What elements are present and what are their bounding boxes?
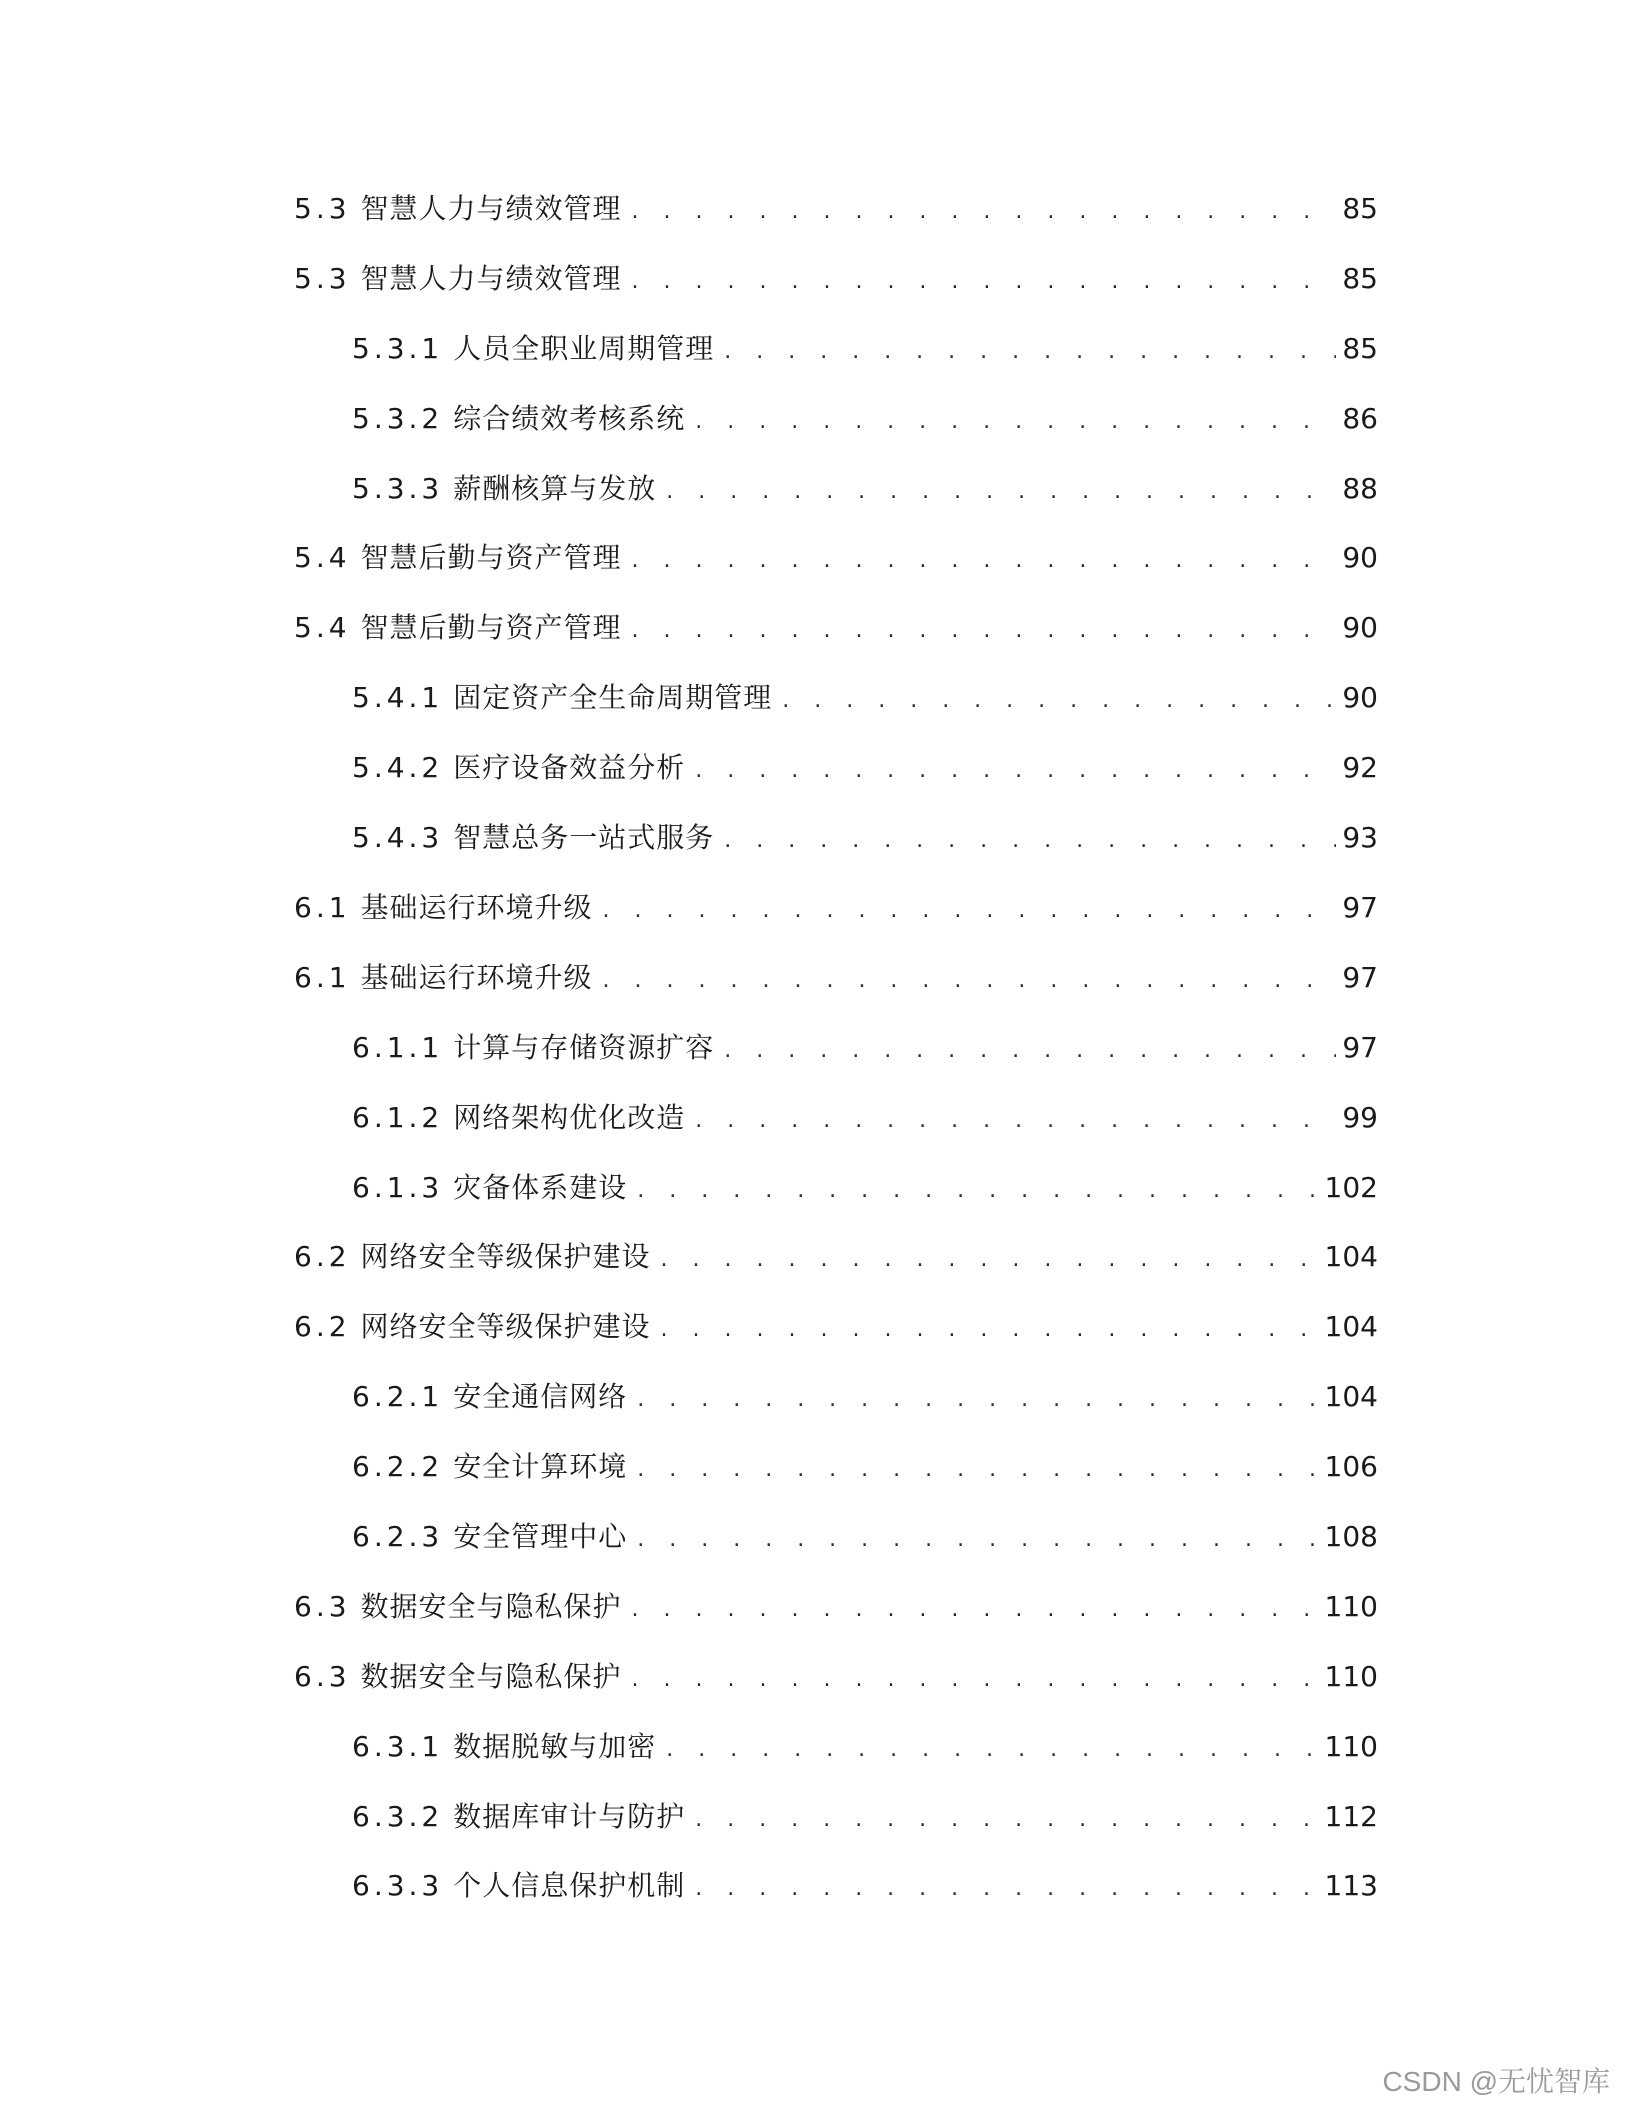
toc-entry[interactable]: [294, 259, 1378, 299]
page-number: 110: [1324, 1590, 1378, 1623]
section-title: 网络安全等级保护建设: [360, 1310, 651, 1343]
section-title: 综合绩效考核系统: [453, 402, 686, 435]
toc-entry[interactable]: [352, 1727, 1378, 1767]
section-number: 5.4.2: [352, 751, 444, 784]
section-title: 灾备体系建设: [453, 1171, 628, 1204]
page-number: 85: [1342, 332, 1378, 365]
page-number: 99: [1342, 1101, 1378, 1134]
dot-leader: [637, 1520, 1318, 1557]
toc-entry[interactable]: [352, 469, 1378, 509]
page-number: 112: [1324, 1800, 1378, 1833]
dot-leader: [695, 1869, 1318, 1906]
section-title: 基础运行环境升级: [360, 961, 593, 994]
toc-entry[interactable]: [352, 748, 1378, 788]
page-number: 85: [1342, 192, 1378, 225]
dot-leader: [695, 402, 1336, 439]
dot-leader: [632, 541, 1337, 578]
watermark: CSDN @无忧智库: [1382, 2066, 1610, 2097]
page-number: 90: [1342, 611, 1378, 644]
section-number: 5.3: [294, 262, 351, 295]
toc-entry[interactable]: [352, 1797, 1378, 1837]
section-number: 6.3.1: [352, 1730, 444, 1763]
page-number: 104: [1324, 1240, 1378, 1273]
section-title: 安全通信网络: [453, 1380, 628, 1413]
section-title: 薪酬核算与发放: [453, 472, 657, 505]
section-title: 数据脱敏与加密: [453, 1730, 657, 1763]
section-number: 6.1.2: [352, 1101, 444, 1134]
toc-entry[interactable]: [352, 1028, 1378, 1068]
section-number: 6.2.1: [352, 1380, 444, 1413]
page-number: 110: [1324, 1730, 1378, 1763]
page-number: 97: [1342, 961, 1378, 994]
section-number: 6.1: [294, 961, 351, 994]
dot-leader: [724, 1031, 1336, 1068]
dot-leader: [603, 891, 1337, 928]
dot-leader: [637, 1450, 1318, 1487]
dot-leader: [782, 681, 1336, 718]
section-title: 人员全职业周期管理: [453, 332, 715, 365]
section-title: 数据安全与隐私保护: [360, 1590, 622, 1623]
section-title: 数据库审计与防护: [453, 1800, 686, 1833]
section-number: 6.3.2: [352, 1800, 444, 1833]
section-title: 智慧人力与绩效管理: [360, 192, 622, 225]
page-number: 88: [1342, 472, 1378, 505]
section-title: 网络架构优化改造: [453, 1101, 686, 1134]
section-title: 数据安全与隐私保护: [360, 1660, 622, 1693]
section-number: 5.4.3: [352, 821, 444, 854]
toc-entry[interactable]: [352, 1168, 1378, 1208]
toc-entry[interactable]: [352, 1517, 1378, 1557]
dot-leader: [632, 611, 1337, 648]
toc-entry[interactable]: [294, 608, 1378, 648]
section-title: 网络安全等级保护建设: [360, 1240, 651, 1273]
section-title: 个人信息保护机制: [453, 1869, 686, 1902]
dot-leader: [632, 262, 1337, 299]
section-title: 计算与存储资源扩容: [453, 1031, 715, 1064]
toc-entry[interactable]: [352, 1447, 1378, 1487]
dot-leader: [695, 751, 1336, 788]
section-title: 智慧人力与绩效管理: [360, 262, 622, 295]
section-number: 6.3: [294, 1590, 351, 1623]
dot-leader: [632, 192, 1337, 229]
page-number: 97: [1342, 1031, 1378, 1064]
section-number: 6.2: [294, 1240, 351, 1273]
toc-entry[interactable]: [294, 1587, 1378, 1627]
section-number: 6.3.3: [352, 1869, 444, 1902]
section-number: 5.3.3: [352, 472, 444, 505]
dot-leader: [661, 1240, 1319, 1277]
section-number: 5.3.2: [352, 402, 444, 435]
section-title: 智慧总务一站式服务: [453, 821, 715, 854]
toc-entry[interactable]: [352, 329, 1378, 369]
toc-entry[interactable]: [294, 1237, 1378, 1277]
section-number: 6.3: [294, 1660, 351, 1693]
toc-entry[interactable]: [352, 1377, 1378, 1417]
toc-entry[interactable]: [352, 399, 1378, 439]
section-title: 固定资产全生命周期管理: [453, 681, 773, 714]
toc-entry[interactable]: [294, 888, 1378, 928]
section-number: 5.3: [294, 192, 351, 225]
page-number: 93: [1342, 821, 1378, 854]
page-number: 97: [1342, 891, 1378, 924]
toc-entry[interactable]: [294, 1307, 1378, 1347]
section-number: 6.1: [294, 891, 351, 924]
page-number: 86: [1342, 402, 1378, 435]
section-title: 基础运行环境升级: [360, 891, 593, 924]
toc-entry[interactable]: [294, 958, 1378, 998]
section-title: 医疗设备效益分析: [453, 751, 686, 784]
page-number: 108: [1324, 1520, 1378, 1553]
page-number: 90: [1342, 681, 1378, 714]
page-number: 104: [1324, 1380, 1378, 1413]
toc-entry[interactable]: [352, 1866, 1378, 1906]
section-number: 6.1.3: [352, 1171, 444, 1204]
page-number: 92: [1342, 751, 1378, 784]
dot-leader: [724, 332, 1336, 369]
section-title: 安全计算环境: [453, 1450, 628, 1483]
page-number: 106: [1324, 1450, 1378, 1483]
section-title: 安全管理中心: [453, 1520, 628, 1553]
dot-leader: [695, 1800, 1318, 1837]
page-number: 113: [1324, 1869, 1378, 1902]
section-number: 5.4: [294, 541, 351, 574]
toc-entry[interactable]: [294, 1657, 1378, 1697]
dot-leader: [666, 1730, 1318, 1767]
dot-leader: [603, 961, 1337, 998]
section-number: 6.2.2: [352, 1450, 444, 1483]
toc-entry[interactable]: [294, 189, 1378, 229]
section-number: 6.2: [294, 1310, 351, 1343]
section-number: 5.4: [294, 611, 351, 644]
section-number: 5.4.1: [352, 681, 444, 714]
dot-leader: [637, 1171, 1318, 1208]
section-number: 5.3.1: [352, 332, 444, 365]
toc-entry[interactable]: [352, 1098, 1378, 1138]
dot-leader: [666, 472, 1336, 509]
section-number: 6.2.3: [352, 1520, 444, 1553]
section-title: 智慧后勤与资产管理: [360, 611, 622, 644]
dot-leader: [724, 821, 1336, 858]
toc-entry[interactable]: [352, 818, 1378, 858]
dot-leader: [695, 1101, 1336, 1138]
dot-leader: [637, 1380, 1318, 1417]
section-title: 智慧后勤与资产管理: [360, 541, 622, 574]
page-number: 102: [1324, 1171, 1378, 1204]
page-number: 85: [1342, 262, 1378, 295]
page-number: 110: [1324, 1660, 1378, 1693]
dot-leader: [632, 1590, 1319, 1627]
toc-entry[interactable]: [352, 678, 1378, 718]
dot-leader: [661, 1310, 1319, 1347]
page-number: 90: [1342, 541, 1378, 574]
toc-entry[interactable]: [294, 538, 1378, 578]
page-number: 104: [1324, 1310, 1378, 1343]
section-number: 6.1.1: [352, 1031, 444, 1064]
dot-leader: [632, 1660, 1319, 1697]
